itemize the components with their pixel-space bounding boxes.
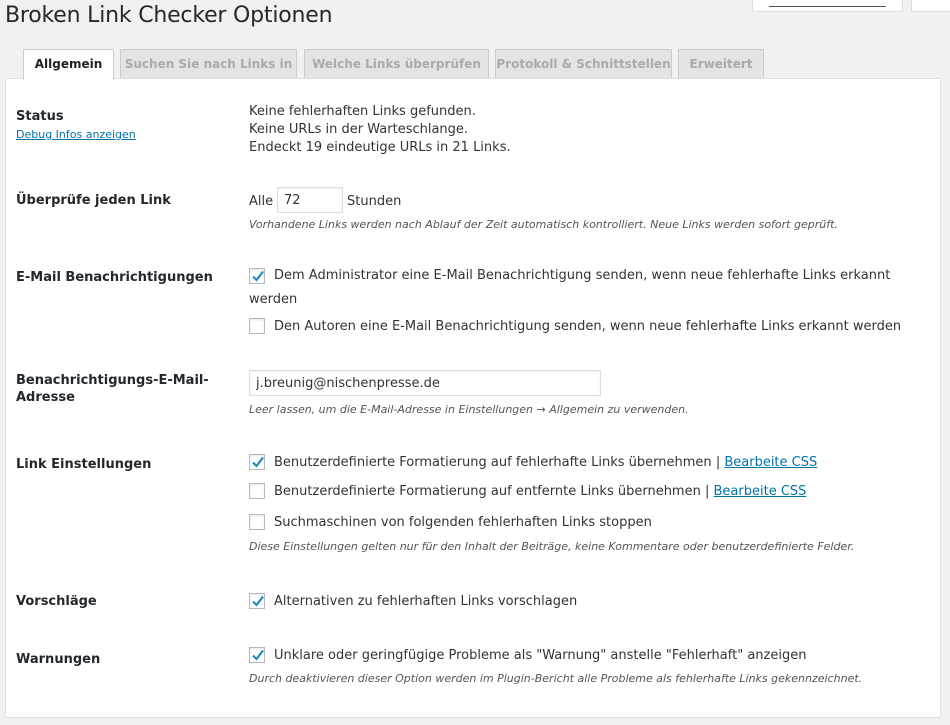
status-line: Keine URLs in der Warteschlange. <box>249 122 469 137</box>
separator: | <box>704 484 710 499</box>
removed-link-format-label: Benutzerdefinierte Formatierung auf entfernte Links übernehmen <box>274 484 701 499</box>
page-title: Broken Link Checker Optionen <box>5 3 333 28</box>
author-email-label: Den Autoren eine E-Mail Benachrichtigung senden, wenn neue fehlerhafte Links erkannt werden <box>274 319 902 334</box>
broken-link-format-label: Benutzerdefinierte Formatierung auf fehlerhafte Links übernehmen <box>274 455 712 470</box>
settings-panel <box>5 78 941 718</box>
help-tab[interactable] <box>911 0 950 12</box>
admin-email-label: Dem Administrator eine E-Mail Benachrichtigung senden, wenn neue fehlerhafte Links erkannt werden <box>249 268 891 307</box>
broken-link-format-option <box>274 454 817 471</box>
interval-prefix: Alle <box>249 194 274 209</box>
email-notifications-label: E-Mail Benachrichtigungen <box>16 270 213 285</box>
interval-hours-input[interactable] <box>277 187 343 213</box>
nofollow-label: Suchmaschinen von folgenden fehlerhaften Links stoppen <box>274 515 652 530</box>
tab-allgemein[interactable]: Allgemein <box>23 49 114 80</box>
link-settings-description: Diese Einstellungen gelten nur für den Inhalt der Beiträge, keine Kommentare oder benutzerdefinierte Felder. <box>249 540 855 553</box>
notification-email-description: Leer lassen, um die E-Mail-Adresse in Einstellungen → Allgemein zu verwenden. <box>249 403 689 416</box>
warnings-description: Durch deaktivieren dieser Option werden im Plugin-Bericht alle Probleme als fehlerhafte Links gekennzeichnet. <box>249 672 863 685</box>
suggestions-checkbox[interactable] <box>249 593 265 609</box>
status-line: Keine fehlerhaften Links gefunden. <box>249 104 476 119</box>
broken-link-format-checkbox[interactable] <box>249 454 265 470</box>
check-interval-label: Überprüfe jeden Link <box>16 193 171 208</box>
nofollow-checkbox[interactable] <box>249 514 265 530</box>
edit-css-link[interactable]: Bearbeite CSS <box>724 455 818 470</box>
notification-email-input[interactable] <box>249 370 601 396</box>
checkmark-icon <box>250 593 266 609</box>
checkmark-icon <box>250 454 266 470</box>
screen-options-tab[interactable] <box>752 0 903 12</box>
tab-which-links[interactable]: Welche Links überprüfen <box>304 49 489 79</box>
suggestions-label: Vorschläge <box>16 594 97 609</box>
warnings-checkbox[interactable] <box>249 647 265 663</box>
tab-search-links[interactable]: Suchen Sie nach Links in <box>120 49 297 79</box>
warnings-label: Warnungen <box>16 652 101 667</box>
notification-email-label: Benachrichtigungs-E-Mail-Adresse <box>16 373 209 405</box>
checkmark-icon <box>250 647 266 663</box>
edit-css-link[interactable]: Bearbeite CSS <box>713 484 807 499</box>
tab-protocol[interactable]: Protokoll & Schnittstellen <box>495 49 672 79</box>
interval-description: Vorhandene Links werden nach Ablauf der Zeit automatisch kontrolliert. Neue Links werden sofort geprüft. <box>249 218 838 231</box>
warnings-option-label: Unklare oder geringfügige Probleme als "Warnung" anstelle "Fehlerhaft" anzeigen <box>274 648 807 663</box>
status-label: Status <box>16 109 64 124</box>
tab-advanced[interactable]: Erweitert <box>678 49 764 79</box>
suggestions-option-label: Alternativen zu fehlerhaften Links vorschlagen <box>274 594 578 609</box>
debug-info-link[interactable]: Debug Infos anzeigen <box>16 128 136 141</box>
link-settings-label: Link Einstellungen <box>16 457 152 472</box>
removed-link-format-option <box>274 483 806 500</box>
separator: | <box>715 455 721 470</box>
interval-suffix: Stunden <box>347 194 402 209</box>
author-email-checkbox[interactable] <box>249 318 265 334</box>
removed-link-format-checkbox[interactable] <box>249 483 265 499</box>
status-line: Endeckt 19 eindeutige URLs in 21 Links. <box>249 140 511 155</box>
